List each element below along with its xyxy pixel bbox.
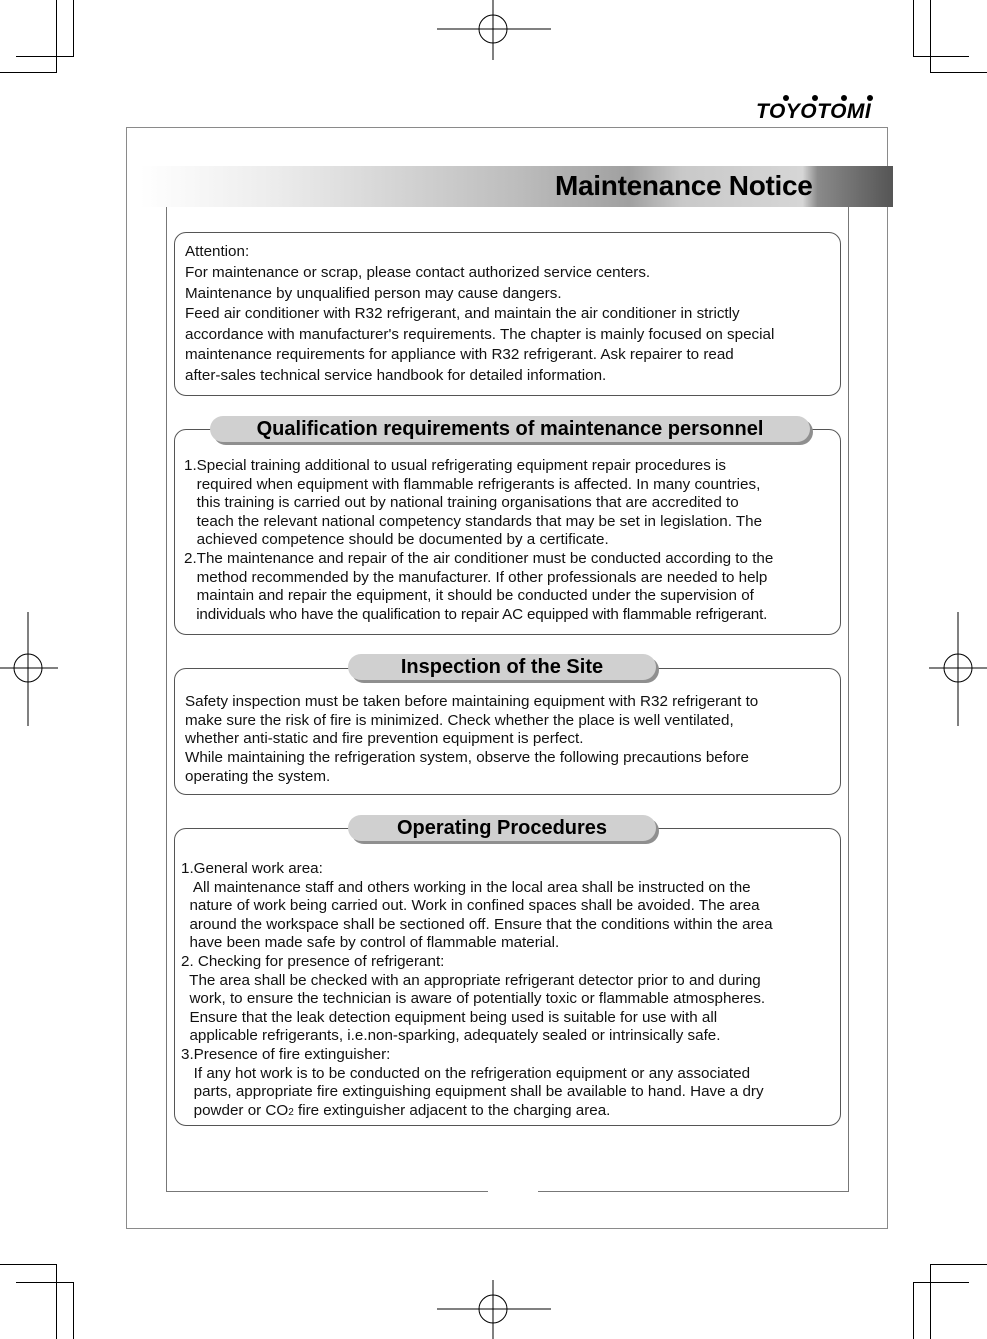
procedures-line: 2. Checking for presence of refrigerant:: [181, 953, 445, 970]
registration-mark-icon: [0, 612, 58, 726]
inspection-line: operating the system.: [185, 768, 331, 785]
crop-mark: [913, 0, 914, 57]
procedures-line-last: [181, 1101, 610, 1124]
procedures-line: around the workspace shall be sectioned off. Ensure that the conditions within the area: [181, 916, 773, 933]
registration-mark-icon: [437, 0, 551, 60]
attention-line: Attention:: [185, 243, 250, 260]
qualification-line: maintain and repair the equipment, it should be conducted under the supervision of: [184, 587, 754, 604]
inspection-line: whether anti-static and fire prevention equipment is perfect.: [185, 730, 584, 747]
page-title: Maintenance Notice: [555, 170, 813, 201]
crop-mark: [16, 56, 74, 57]
crop-mark: [913, 1282, 969, 1283]
qualification-line: teach the relevant national competency standards that may be set in legislation. The: [184, 513, 763, 530]
attention-line: Feed air conditioner with R32 refrigerant, and maintain the air conditioner in strictly: [185, 305, 740, 322]
brand-logo: [756, 94, 876, 126]
qualification-line: individuals who have the qualification to repair AC equipped with flammable refrigerant.: [184, 606, 768, 623]
qualification-line: this training is carried out by national training organisations that are accredited to: [184, 494, 739, 511]
crop-mark: [930, 1264, 931, 1339]
inspection-line: make sure the risk of fire is minimized. Check whether the place is well ventilated,: [185, 712, 734, 729]
crop-mark: [913, 56, 969, 57]
inspection-heading: Inspection of the Site: [348, 654, 656, 680]
procedures-line: nature of work being carried out. Work in confined spaces shall be avoided. The area: [181, 897, 760, 914]
crop-mark: [56, 1264, 57, 1339]
qualification-line: 1.Special training additional to usual refrigerating equipment repair procedures is: [184, 457, 727, 474]
crop-mark: [16, 1282, 74, 1283]
procedures-line: have been made safe by control of flammable material.: [181, 934, 560, 951]
registration-mark-icon: [929, 612, 987, 726]
crop-mark: [56, 0, 57, 73]
qualification-heading: Qualification requirements of maintenance personnel: [210, 416, 810, 442]
attention-line: For maintenance or scrap, please contact authorized service centers.: [185, 264, 651, 281]
subscript-2: 2: [288, 1107, 294, 1118]
qualification-line: method recommended by the manufacturer. If other professionals are needed to help: [184, 569, 768, 586]
crop-mark: [930, 72, 987, 73]
procedures-line: 3.Presence of fire extinguisher:: [181, 1046, 391, 1063]
registration-mark-icon: [437, 1280, 551, 1339]
qualification-line: 2.The maintenance and repair of the air conditioner must be conducted according to the: [184, 550, 774, 567]
procedures-line: parts, appropriate fire extinguishing equipment shall be available to hand. Have a dry: [181, 1083, 764, 1100]
attention-line: maintenance requirements for appliance with R32 refrigerant. Ask repairer to read: [185, 346, 734, 363]
procedures-line-part: fire extinguisher adjacent to the charging area.: [293, 1102, 611, 1119]
inspection-line: Safety inspection must be taken before maintaining equipment with R32 refrigerant to: [185, 693, 759, 710]
procedures-line: Ensure that the leak detection equipment being used is suitable for use with all: [181, 1009, 718, 1026]
crop-mark: [73, 1282, 74, 1339]
frame-gap: [488, 1186, 538, 1196]
inspection-line: While maintaining the refrigeration system, observe the following precautions before: [185, 749, 749, 766]
procedures-line-part: powder or CO: [181, 1102, 289, 1119]
attention-line: accordance with manufacturer's requirements. The chapter is mainly focused on special: [185, 326, 775, 343]
crop-mark: [930, 1264, 987, 1265]
crop-mark: [0, 72, 56, 73]
crop-mark: [73, 0, 74, 57]
procedures-line: work, to ensure the technician is aware of potentially toxic or flammable atmospheres.: [181, 990, 766, 1007]
procedures-line: All maintenance staff and others working in the local area shall be instructed on the: [181, 879, 751, 896]
procedures-heading: Operating Procedures: [348, 815, 656, 841]
procedures-line: If any hot work is to be conducted on the refrigeration equipment or any associated: [181, 1065, 751, 1082]
qualification-line: achieved competence should be documented by a certificate.: [184, 531, 609, 548]
crop-mark: [930, 0, 931, 73]
procedures-line: The area shall be checked with an appropriate refrigerant detector prior to and during: [181, 972, 761, 989]
qualification-line: required when equipment with flammable refrigerants is affected. In many countries,: [184, 476, 761, 493]
attention-line: after-sales technical service handbook for detailed information.: [185, 367, 607, 384]
brand-logo-text: TOYOTOMI: [756, 100, 872, 123]
crop-mark: [0, 1264, 56, 1265]
procedures-line: applicable refrigerants, i.e.non-sparking, adequately sealed or intrinsically safe.: [181, 1027, 721, 1044]
attention-line: Maintenance by unqualified person may cause dangers.: [185, 285, 562, 302]
crop-mark: [913, 1282, 914, 1339]
procedures-line: 1.General work area:: [181, 860, 323, 877]
